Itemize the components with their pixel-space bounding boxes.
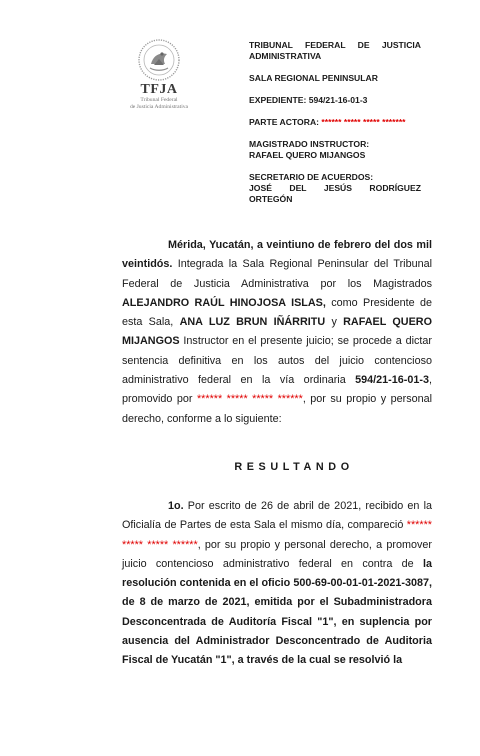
text-run: , por su propio y personal derecho, conforme a lo siguiente: <box>122 393 433 425</box>
resultando-paragraph-1 <box>122 497 432 671</box>
parte-actora <box>249 117 421 128</box>
redacted-name: ****** ***** ***** ****** <box>196 393 303 406</box>
text-run: Instructor en el presente juicio; se procede a dictar sentencia definitiva en los autos del juicio contencioso administrativo federal en la vía ordinaria <box>122 335 432 387</box>
tribunal-name-line-1: TRIBUNAL FEDERAL DE JUSTICIA <box>249 40 421 50</box>
paragraph-number: 1o. <box>168 500 184 512</box>
secretario-label: SECRETARIO DE ACUERDOS: <box>249 172 374 182</box>
magistrado-name: RAFAEL QUERO MIJANGOS <box>249 150 366 160</box>
resultando-paragraph-block <box>122 497 432 671</box>
mexican-coat-of-arms-seal-icon <box>137 38 181 82</box>
resolution-description: la resolución contenida en el oficio 500-69-00-01-01-2021-3087, de 8 de marzo de 2021, emitida por el Subadministradora Desconcentrada de Auditoría Fiscal "1", en suplencia por ausencia del Administrador Desconcentrado de Auditoria Fiscal de Yucatán "1", a través de la cual se resolvió la <box>122 557 432 667</box>
logo-line-2: de Justicia Administrativa <box>129 103 189 110</box>
tfja-logo <box>118 38 200 110</box>
secretario-name-line-2: ORTEGÓN <box>249 194 293 204</box>
case-header <box>249 40 421 205</box>
tribunal-name-line-2: ADMINISTRATIVA <box>249 51 322 61</box>
secretario-name-line-1: JOSÉ DEL JESÚS RODRÍGUEZ <box>249 183 421 193</box>
magistrado-label: MAGISTRADO INSTRUCTOR: <box>249 139 370 149</box>
magistrate-president: ALEJANDRO RAÚL HINOJOSA ISLAS, <box>122 296 326 309</box>
parte-actora-redacted: ****** ***** ***** ******* <box>321 117 406 127</box>
resultando-heading: RESULTANDO <box>234 461 354 473</box>
expediente-number: EXPEDIENTE: 594/21-16-01-3 <box>249 95 368 105</box>
magistrate-instructor: RAFAEL QUERO MIJANGOS <box>122 316 432 348</box>
text-run: Por escrito de 26 de abril de 2021, recibido en la Oficialía de Partes de esta Sala el mismo día, compareció <box>122 500 432 532</box>
redacted-name: ****** ***** ***** ****** <box>122 519 432 551</box>
text-run: , por su propio y personal derecho, a promover juicio contencioso administrativo federal en contra de <box>122 538 432 570</box>
text-run: , promovido por <box>122 374 432 406</box>
case-number: 594/21-16-01-3 <box>355 374 429 387</box>
logo-acronym: TFJA <box>140 82 178 97</box>
intro-paragraph-block <box>122 236 432 429</box>
intro-paragraph <box>122 236 432 429</box>
parte-actora-label: PARTE ACTORA: <box>249 117 320 127</box>
sala-name: SALA REGIONAL PENINSULAR <box>249 73 378 83</box>
magistrate-name: ANA LUZ BRUN IÑÁRRITU <box>179 316 326 329</box>
date-place: Mérida, Yucatán, a veintiuno de febrero del dos mil veintidós. <box>122 239 432 271</box>
logo-line-1: Tribunal Federal <box>140 97 178 103</box>
text-run: como Presidente de esta Sala, <box>122 296 433 329</box>
text-run: Integrada la Sala Regional Peninsular del Tribunal Federal de Justicia Administrativa por los Magistrados <box>122 258 432 290</box>
text-run: y <box>325 316 344 329</box>
